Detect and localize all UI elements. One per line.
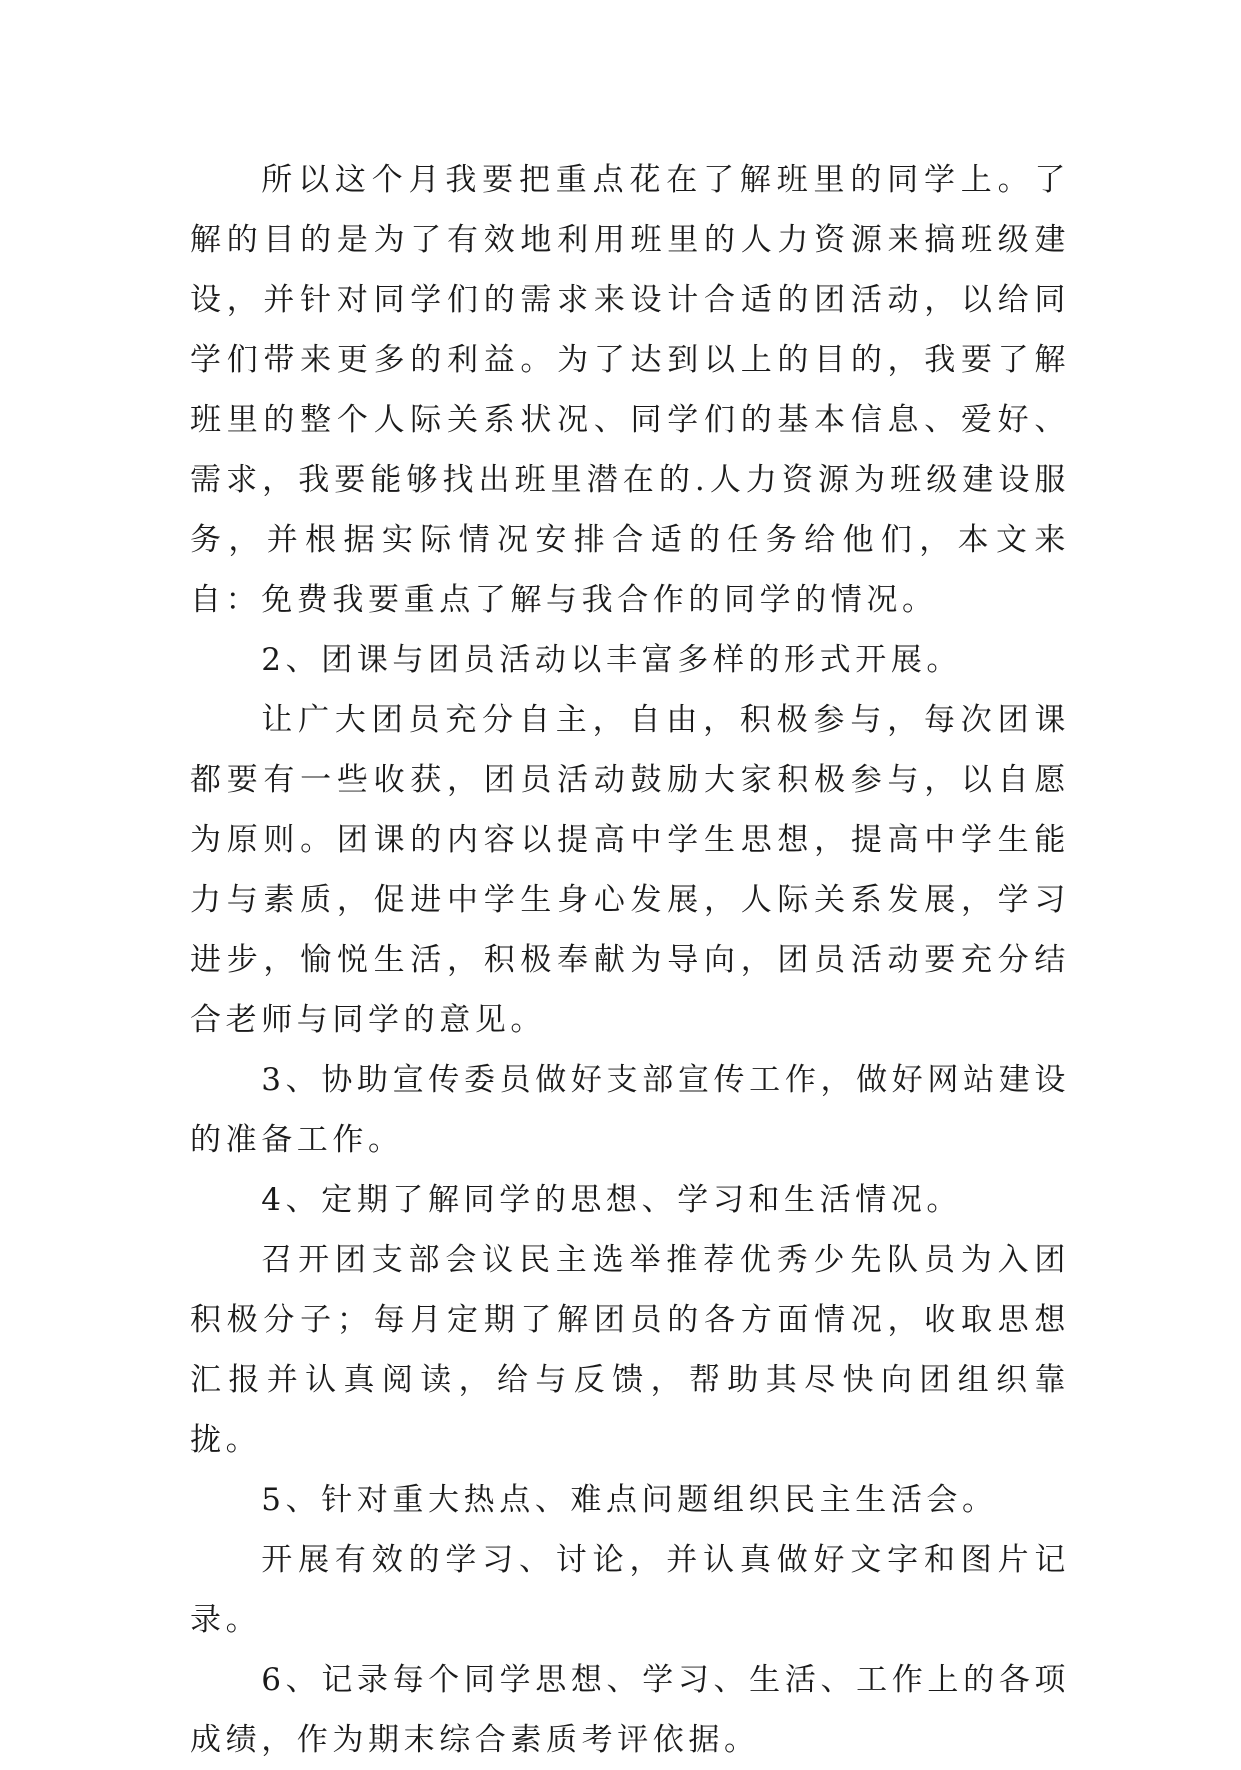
paragraph-item-4-heading: 4、定期了解同学的思想、学习和生活情况。 <box>261 1182 963 1218</box>
paragraph-item-2-heading: 2、团课与团员活动以丰富多样的形式开展。 <box>261 642 963 678</box>
paragraph-class-understanding: 所以这个月我要把重点花在了解班里的同学上。了解的目的是为了有效地利用班里的人力资源来搞班级建设，并针对同学们的需求来设计合适的团活动，以给同学们带来更多的利益。为了达到以上的目的，我要了解班里的整个人际关系状况、同学们的基本信息、爱好、需求，我要能够找出班里潜在的.人力资源为班级建设服务，并根据实际情况安排合适的任务给他们，本文来自：免费我要重点了解与我合作的同学的情况。 <box>190 162 1070 618</box>
paragraph-item-5-heading: 5、针对重大热点、难点问题组织民主生活会。 <box>261 1482 998 1518</box>
paragraph-item-6-records: 6、记录每个同学思想、学习、生活、工作上的各项成绩，作为期末综合素质考评依据。 <box>190 1662 1070 1758</box>
paragraph-league-lessons: 让广大团员充分自主，自由，积极参与，每次团课都要有一些收获，团员活动鼓励大家积极参与，以自愿为原则。团课的内容以提高中学生思想，提高中学生能力与素质，促进中学生身心发展，人际关系发展，学习进步，愉悦生活，积极奉献为导向，团员活动要充分结合老师与同学的意见。 <box>190 702 1070 1038</box>
paragraph-item-3-publicity: 3、协助宣传委员做好支部宣传工作，做好网站建设的准备工作。 <box>190 1062 1070 1158</box>
document-body <box>190 150 1070 1770</box>
paragraph-discussion-records: 开展有效的学习、讨论，并认真做好文字和图片记录。 <box>190 1542 1070 1638</box>
paragraph-branch-meeting: 召开团支部会议民主选举推荐优秀少先队员为入团积极分子；每月定期了解团员的各方面情况，收取思想汇报并认真阅读，给与反馈，帮助其尽快向团组织靠拢。 <box>190 1242 1070 1458</box>
